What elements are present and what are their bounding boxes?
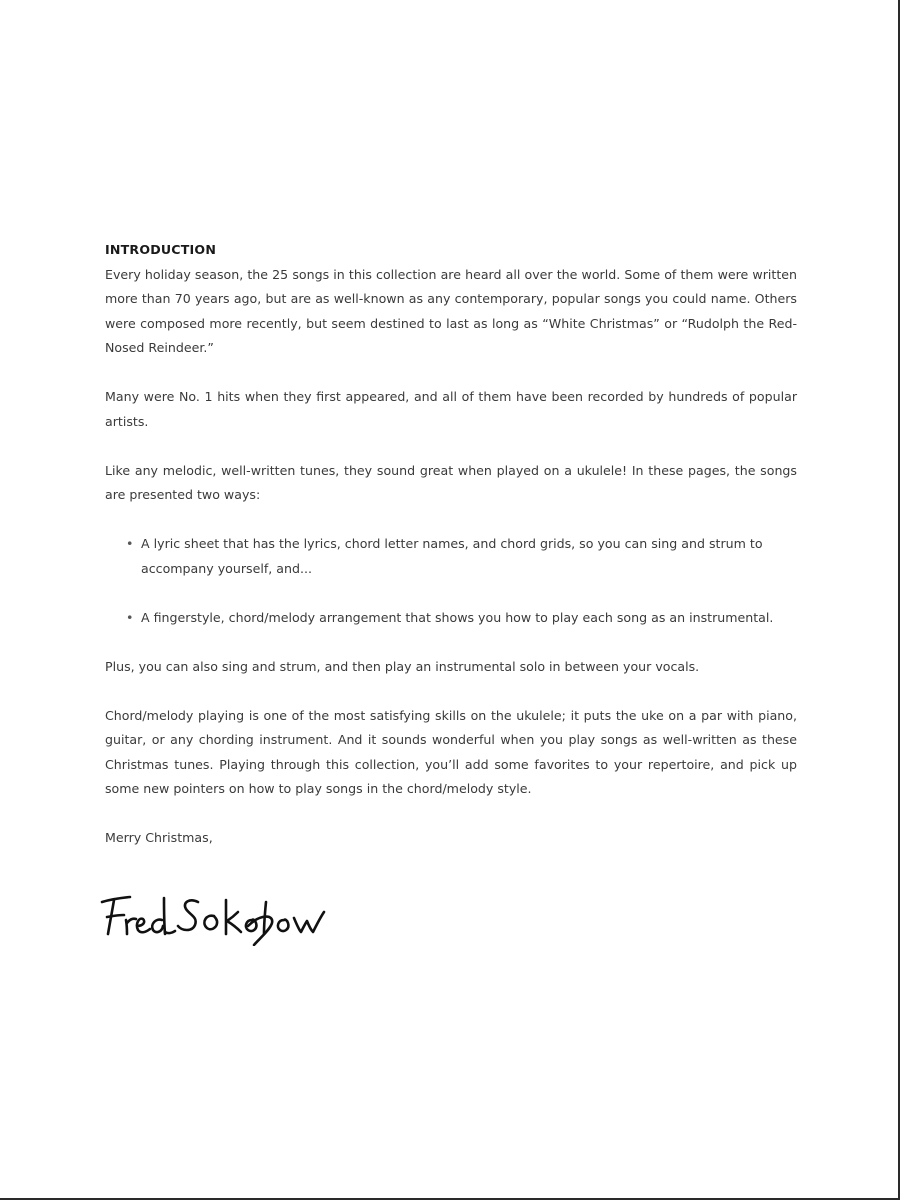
- section-heading: INTRODUCTION: [105, 242, 217, 257]
- list-item: [105, 606, 797, 631]
- paragraph-ukulele: Like any melodic, well-written tunes, they sound great when played on a ukulele! In these pages, the songs are presented two ways:: [105, 462, 797, 502]
- paragraph-sing-strum: Plus, you can also sing and strum, and then play an instrumental solo in between your vocals.: [105, 658, 700, 674]
- bullet-icon: •: [126, 536, 134, 551]
- presentation-list: [105, 532, 797, 630]
- paragraph-hits: Many were No. 1 hits when they first appeared, and all of them have been recorded by hundreds of popular artists.: [105, 389, 797, 429]
- bullet-icon: •: [126, 609, 134, 625]
- closing-salutation: Merry Christmas,: [105, 830, 213, 845]
- introduction-section: [105, 238, 797, 851]
- signature-image: [98, 890, 330, 946]
- list-item: [105, 532, 797, 581]
- list-item-text: A fingerstyle, chord/melody arrangement that shows you how to play each song as an instrumental.: [141, 609, 774, 625]
- paragraph-intro: Every holiday season, the 25 songs in this collection are heard all over the world. Some of them were written more than 70 years ago, but are as well-known as any contemporary, popular songs you could name. Others were composed more recently, but seem destined to last as long as “White Christmas” or “Rudolph the Red-Nosed Reindeer.”: [105, 266, 797, 355]
- paragraph-chord-melody: Chord/melody playing is one of the most satisfying skills on the ukulele; it puts the uke on a par with piano, guitar, or any chording instrument. And it sounds wonderful when you play songs as well-written as these Christmas tunes. Playing through this collection, you’ll add some favorites to your repertoire, and pick up some new pointers on how to play songs in the chord/melody style.: [105, 707, 797, 796]
- list-item-text: A lyric sheet that has the lyrics, chord letter names, and chord grids, so you can sing and strum to accompany yourself, and...: [141, 536, 763, 576]
